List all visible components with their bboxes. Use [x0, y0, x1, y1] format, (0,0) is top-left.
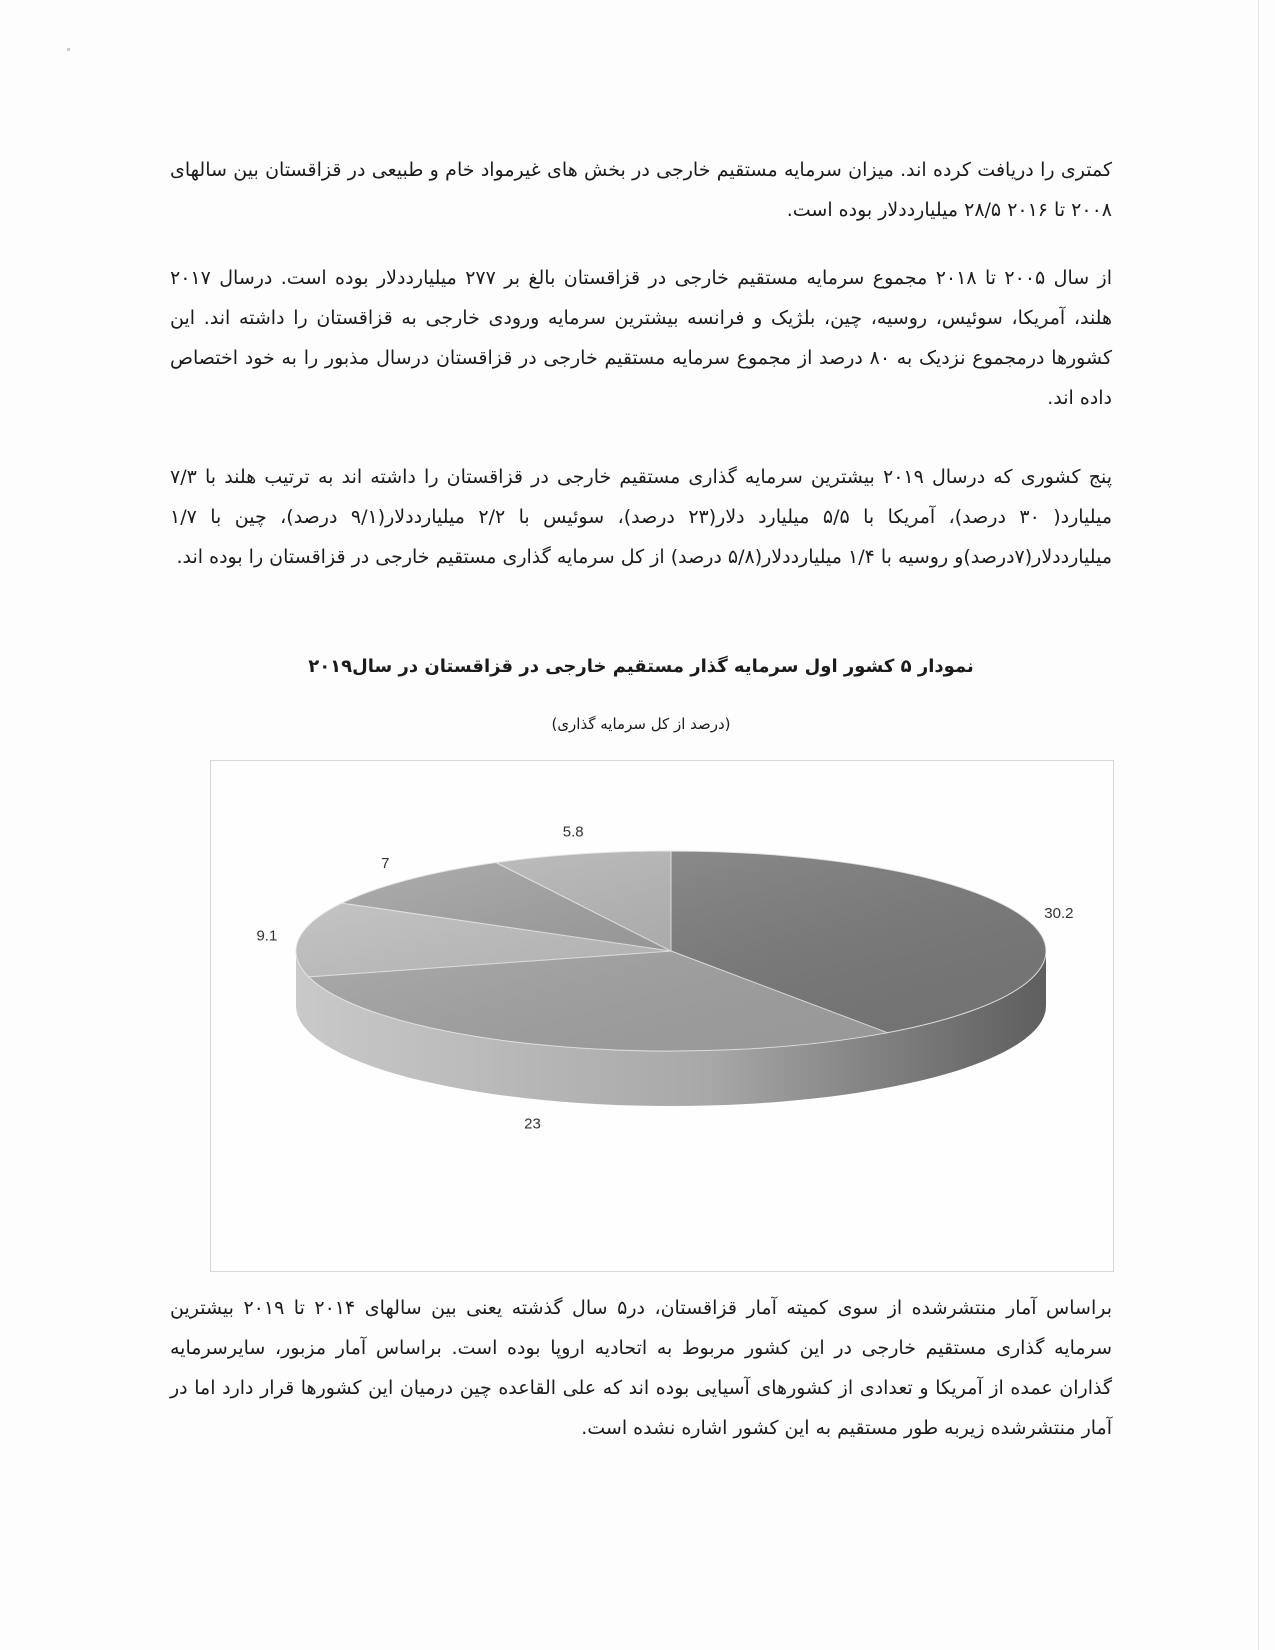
- pie-data-label: 30.2: [1044, 905, 1074, 923]
- pie-data-label: 7: [381, 855, 390, 873]
- chart-subtitle: (درصد از کل سرمایه گذاری): [551, 715, 731, 733]
- pie-data-label: 5.8: [562, 823, 584, 841]
- pie-chart: [210, 760, 1114, 1272]
- pie-chart-svg: [211, 761, 1113, 1271]
- pie-data-label: 9.1: [256, 927, 278, 945]
- paragraph-2: از سال ۲۰۰۵ تا ۲۰۱۸ مجموع سرمایه مستقیم خارجی در قزاقستان بالغ بر ۲۷۷ میلیارددلار بوده است. درسال ۲۰۱۷ هلند، آمریکا، سوئیس، روسیه، چین، بلژیک و فرانسه بیشترین سرمایه ورودی خارجی به قزاقستان را داشته اند. این کشورها درمجموع نزدیک به ۸۰ درصد از مجموع سرمایه مستقیم خارجی در قزاقستان درسال مذبور را به خود اختصاص داده اند.: [170, 267, 1113, 409]
- scan-edge-line: [1258, 0, 1259, 1650]
- pie-top-shading: [296, 851, 1046, 1051]
- paragraph-4: براساس آمار منتشرشده از سوی کمیته آمار قزاقستان، در۵ سال گذشته یعنی بین سالهای ۲۰۱۴ تا ۲۰۱۹ بیشترین سرمایه گذاری مستقیم خارجی در این کشور مربوط به اتحادیه اروپا بوده است. براساس آمار مزبور، سایرسرمایه گذاران عمده از آمریکا و تعدادی از کشورهای آسیایی بوده اند که علی القاعده چین درمیان این کشورها قرار دارد اما در آمار منتشرشده زیربه طور مستقیم به این کشور اشاره نشده است.: [170, 1297, 1112, 1439]
- scan-speck: [67, 48, 70, 51]
- pie-data-label: 23: [524, 1115, 541, 1133]
- paragraph-1: کمتری را دریافت کرده اند. میزان سرمایه مستقیم خارجی در بخش های غیرمواد خام و طبیعی در قزاقستان بین سالهای ۲۰۰۸ تا ۲۰۱۶ ۲۸/۵ میلیارددلار بوده است.: [170, 159, 1112, 221]
- chart-title: نمودار ۵ کشور اول سرمایه گذار مستقیم خارجی در قزاقستان در سال۲۰۱۹: [308, 656, 974, 677]
- paragraph-3: پنج کشوری که درسال ۲۰۱۹ بیشترین سرمایه گذاری مستقیم خارجی در قزاقستان را داشته اند به ترتیب هلند با ۷/۳ میلیارد( ۳۰ درصد)، آمریکا با ۵/۵ میلیارد دلار(۲۳ درصد)، سوئیس با ۲/۲ میلیارددلار(۹/۱ درصد)، چین با ۱/۷ میلیارددلار(۷درصد)و روسیه با ۱/۴ میلیارددلار(۵/۸ درصد) از کل سرمایه گذاری مستقیم خارجی در قزاقستان را بوده اند.: [170, 466, 1112, 568]
